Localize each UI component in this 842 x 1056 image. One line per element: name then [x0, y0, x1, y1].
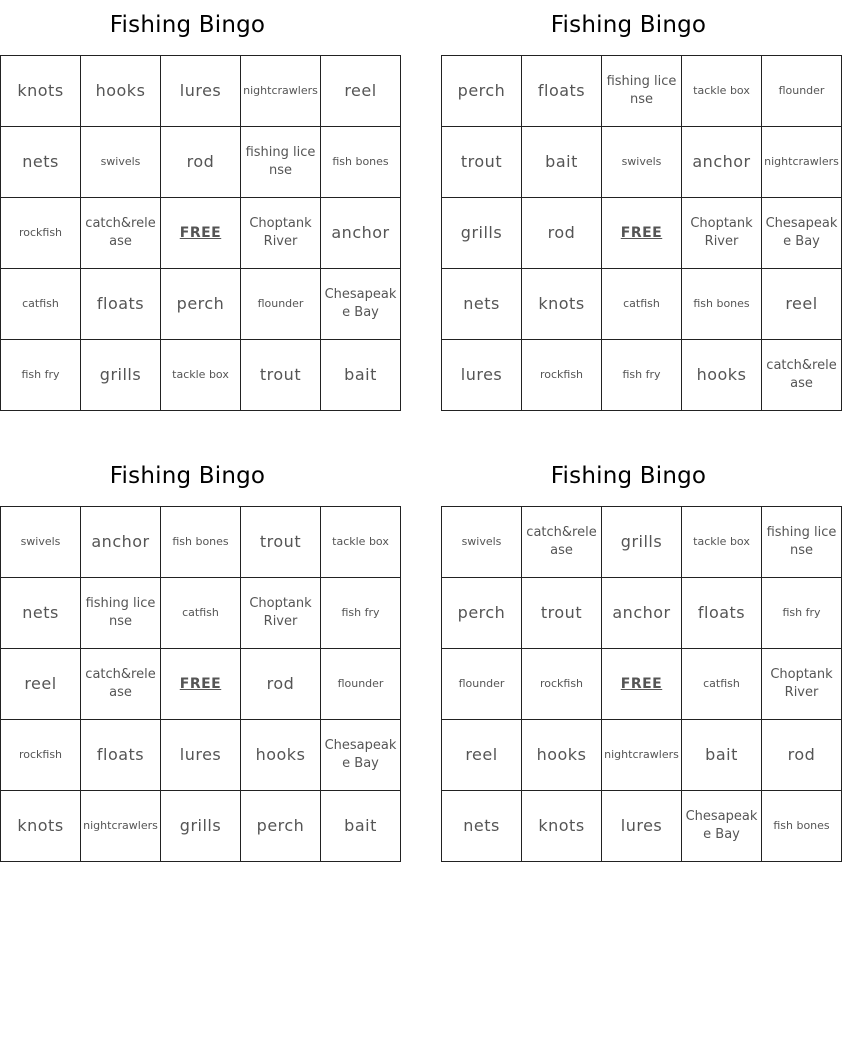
bingo-cell: perch [161, 269, 241, 340]
bingo-cell: knots [522, 791, 602, 862]
bingo-row [1, 649, 401, 720]
bingo-row [442, 340, 842, 411]
bingo-cell: catfish [602, 269, 682, 340]
bingo-grid [441, 506, 842, 862]
bingo-cell: flounder [762, 56, 842, 127]
bingo-grid [0, 55, 401, 411]
bingo-row [442, 198, 842, 269]
bingo-cell: Chesapeake Bay [321, 269, 401, 340]
free-space-cell: FREE [602, 198, 682, 269]
bingo-cell: catch&release [522, 507, 602, 578]
bingo-cell: tackle box [321, 507, 401, 578]
bingo-row [442, 649, 842, 720]
bingo-cell: grills [602, 507, 682, 578]
bingo-row [442, 269, 842, 340]
bingo-cell: trout [241, 507, 321, 578]
bingo-cell: catch&release [762, 340, 842, 411]
bingo-cell: knots [1, 56, 81, 127]
bingo-cell: perch [442, 56, 522, 127]
bingo-grid [0, 506, 401, 862]
bingo-cell: rockfish [1, 198, 81, 269]
bingo-cell: nightcrawlers [762, 127, 842, 198]
bingo-cell: hooks [522, 720, 602, 791]
bingo-cell: anchor [602, 578, 682, 649]
bingo-row [1, 127, 401, 198]
bingo-cell: trout [241, 340, 321, 411]
bingo-cell: Choptank River [241, 198, 321, 269]
bingo-cell: fishing license [602, 56, 682, 127]
bingo-cell: hooks [81, 56, 161, 127]
bingo-cell: rod [241, 649, 321, 720]
bingo-cell: bait [321, 340, 401, 411]
bingo-cell: grills [442, 198, 522, 269]
bingo-cell: anchor [682, 127, 762, 198]
bingo-cell: fishing license [81, 578, 161, 649]
bingo-cell: Choptank River [241, 578, 321, 649]
bingo-cell: swivels [602, 127, 682, 198]
bingo-row [1, 578, 401, 649]
free-space-cell: FREE [602, 649, 682, 720]
bingo-cell: lures [161, 720, 241, 791]
bingo-cell: nightcrawlers [81, 791, 161, 862]
bingo-cell: catfish [1, 269, 81, 340]
bingo-cell: reel [762, 269, 842, 340]
bingo-cell: Chesapeake Bay [762, 198, 842, 269]
bingo-cell: nightcrawlers [241, 56, 321, 127]
free-space-cell: FREE [161, 198, 241, 269]
bingo-cell: rod [762, 720, 842, 791]
bingo-cell: perch [442, 578, 522, 649]
bingo-row [1, 56, 401, 127]
bingo-cell: lures [161, 56, 241, 127]
bingo-cell: nets [1, 127, 81, 198]
bingo-row [442, 507, 842, 578]
bingo-cell: reel [1, 649, 81, 720]
bingo-cell: trout [522, 578, 602, 649]
bingo-row [1, 507, 401, 578]
bingo-cell: bait [522, 127, 602, 198]
bingo-cell: fish bones [161, 507, 241, 578]
bingo-cell: floats [81, 720, 161, 791]
bingo-row [1, 198, 401, 269]
bingo-cell: swivels [1, 507, 81, 578]
bingo-cell: floats [81, 269, 161, 340]
bingo-cell: Chesapeake Bay [682, 791, 762, 862]
bingo-cell: anchor [321, 198, 401, 269]
bingo-cell: fish fry [602, 340, 682, 411]
bingo-row [1, 720, 401, 791]
bingo-row [1, 269, 401, 340]
bingo-cell: catfish [682, 649, 762, 720]
bingo-cell: flounder [442, 649, 522, 720]
bingo-cell: fish bones [682, 269, 762, 340]
bingo-cell: nets [442, 269, 522, 340]
bingo-cell: perch [241, 791, 321, 862]
bingo-cell: swivels [81, 127, 161, 198]
bingo-cell: flounder [241, 269, 321, 340]
bingo-cell: grills [161, 791, 241, 862]
bingo-cell: nets [1, 578, 81, 649]
bingo-cell: tackle box [682, 507, 762, 578]
bingo-cell: lures [442, 340, 522, 411]
bingo-cell: knots [1, 791, 81, 862]
bingo-cell: Chesapeake Bay [321, 720, 401, 791]
bingo-cell: fish fry [1, 340, 81, 411]
bingo-cell: lures [602, 791, 682, 862]
bingo-cell: anchor [81, 507, 161, 578]
bingo-row [442, 791, 842, 862]
bingo-cell: fish bones [321, 127, 401, 198]
bingo-row [442, 578, 842, 649]
bingo-cell: tackle box [682, 56, 762, 127]
bingo-cell: rockfish [1, 720, 81, 791]
bingo-cell: fish bones [762, 791, 842, 862]
bingo-cell: nightcrawlers [602, 720, 682, 791]
bingo-cell: catch&release [81, 198, 161, 269]
bingo-cell: rockfish [522, 340, 602, 411]
bingo-cell: grills [81, 340, 161, 411]
bingo-cell: Choptank River [682, 198, 762, 269]
bingo-cell: hooks [241, 720, 321, 791]
bingo-row [442, 56, 842, 127]
bingo-cell: fishing license [762, 507, 842, 578]
bingo-cell: fishing license [241, 127, 321, 198]
bingo-cell: rockfish [522, 649, 602, 720]
bingo-cell: swivels [442, 507, 522, 578]
bingo-cell: Choptank River [762, 649, 842, 720]
bingo-row [1, 791, 401, 862]
bingo-cell: trout [442, 127, 522, 198]
card-title: Fishing Bingo [550, 12, 707, 38]
bingo-cell: reel [442, 720, 522, 791]
bingo-cell: catch&release [81, 649, 161, 720]
bingo-cell: hooks [682, 340, 762, 411]
card-title: Fishing Bingo [109, 12, 266, 38]
bingo-cell: flounder [321, 649, 401, 720]
bingo-cell: reel [321, 56, 401, 127]
bingo-cell: rod [161, 127, 241, 198]
bingo-row [442, 127, 842, 198]
bingo-cell: tackle box [161, 340, 241, 411]
card-title: Fishing Bingo [550, 463, 707, 489]
bingo-cell: nets [442, 791, 522, 862]
bingo-cell: rod [522, 198, 602, 269]
bingo-cell: fish fry [321, 578, 401, 649]
bingo-cell: catfish [161, 578, 241, 649]
bingo-cell: knots [522, 269, 602, 340]
bingo-cell: floats [522, 56, 602, 127]
bingo-cell: fish fry [762, 578, 842, 649]
bingo-cell: floats [682, 578, 762, 649]
bingo-row [442, 720, 842, 791]
free-space-cell: FREE [161, 649, 241, 720]
bingo-cell: bait [682, 720, 762, 791]
bingo-grid [441, 55, 842, 411]
card-title: Fishing Bingo [109, 463, 266, 489]
bingo-cell: bait [321, 791, 401, 862]
bingo-row [1, 340, 401, 411]
